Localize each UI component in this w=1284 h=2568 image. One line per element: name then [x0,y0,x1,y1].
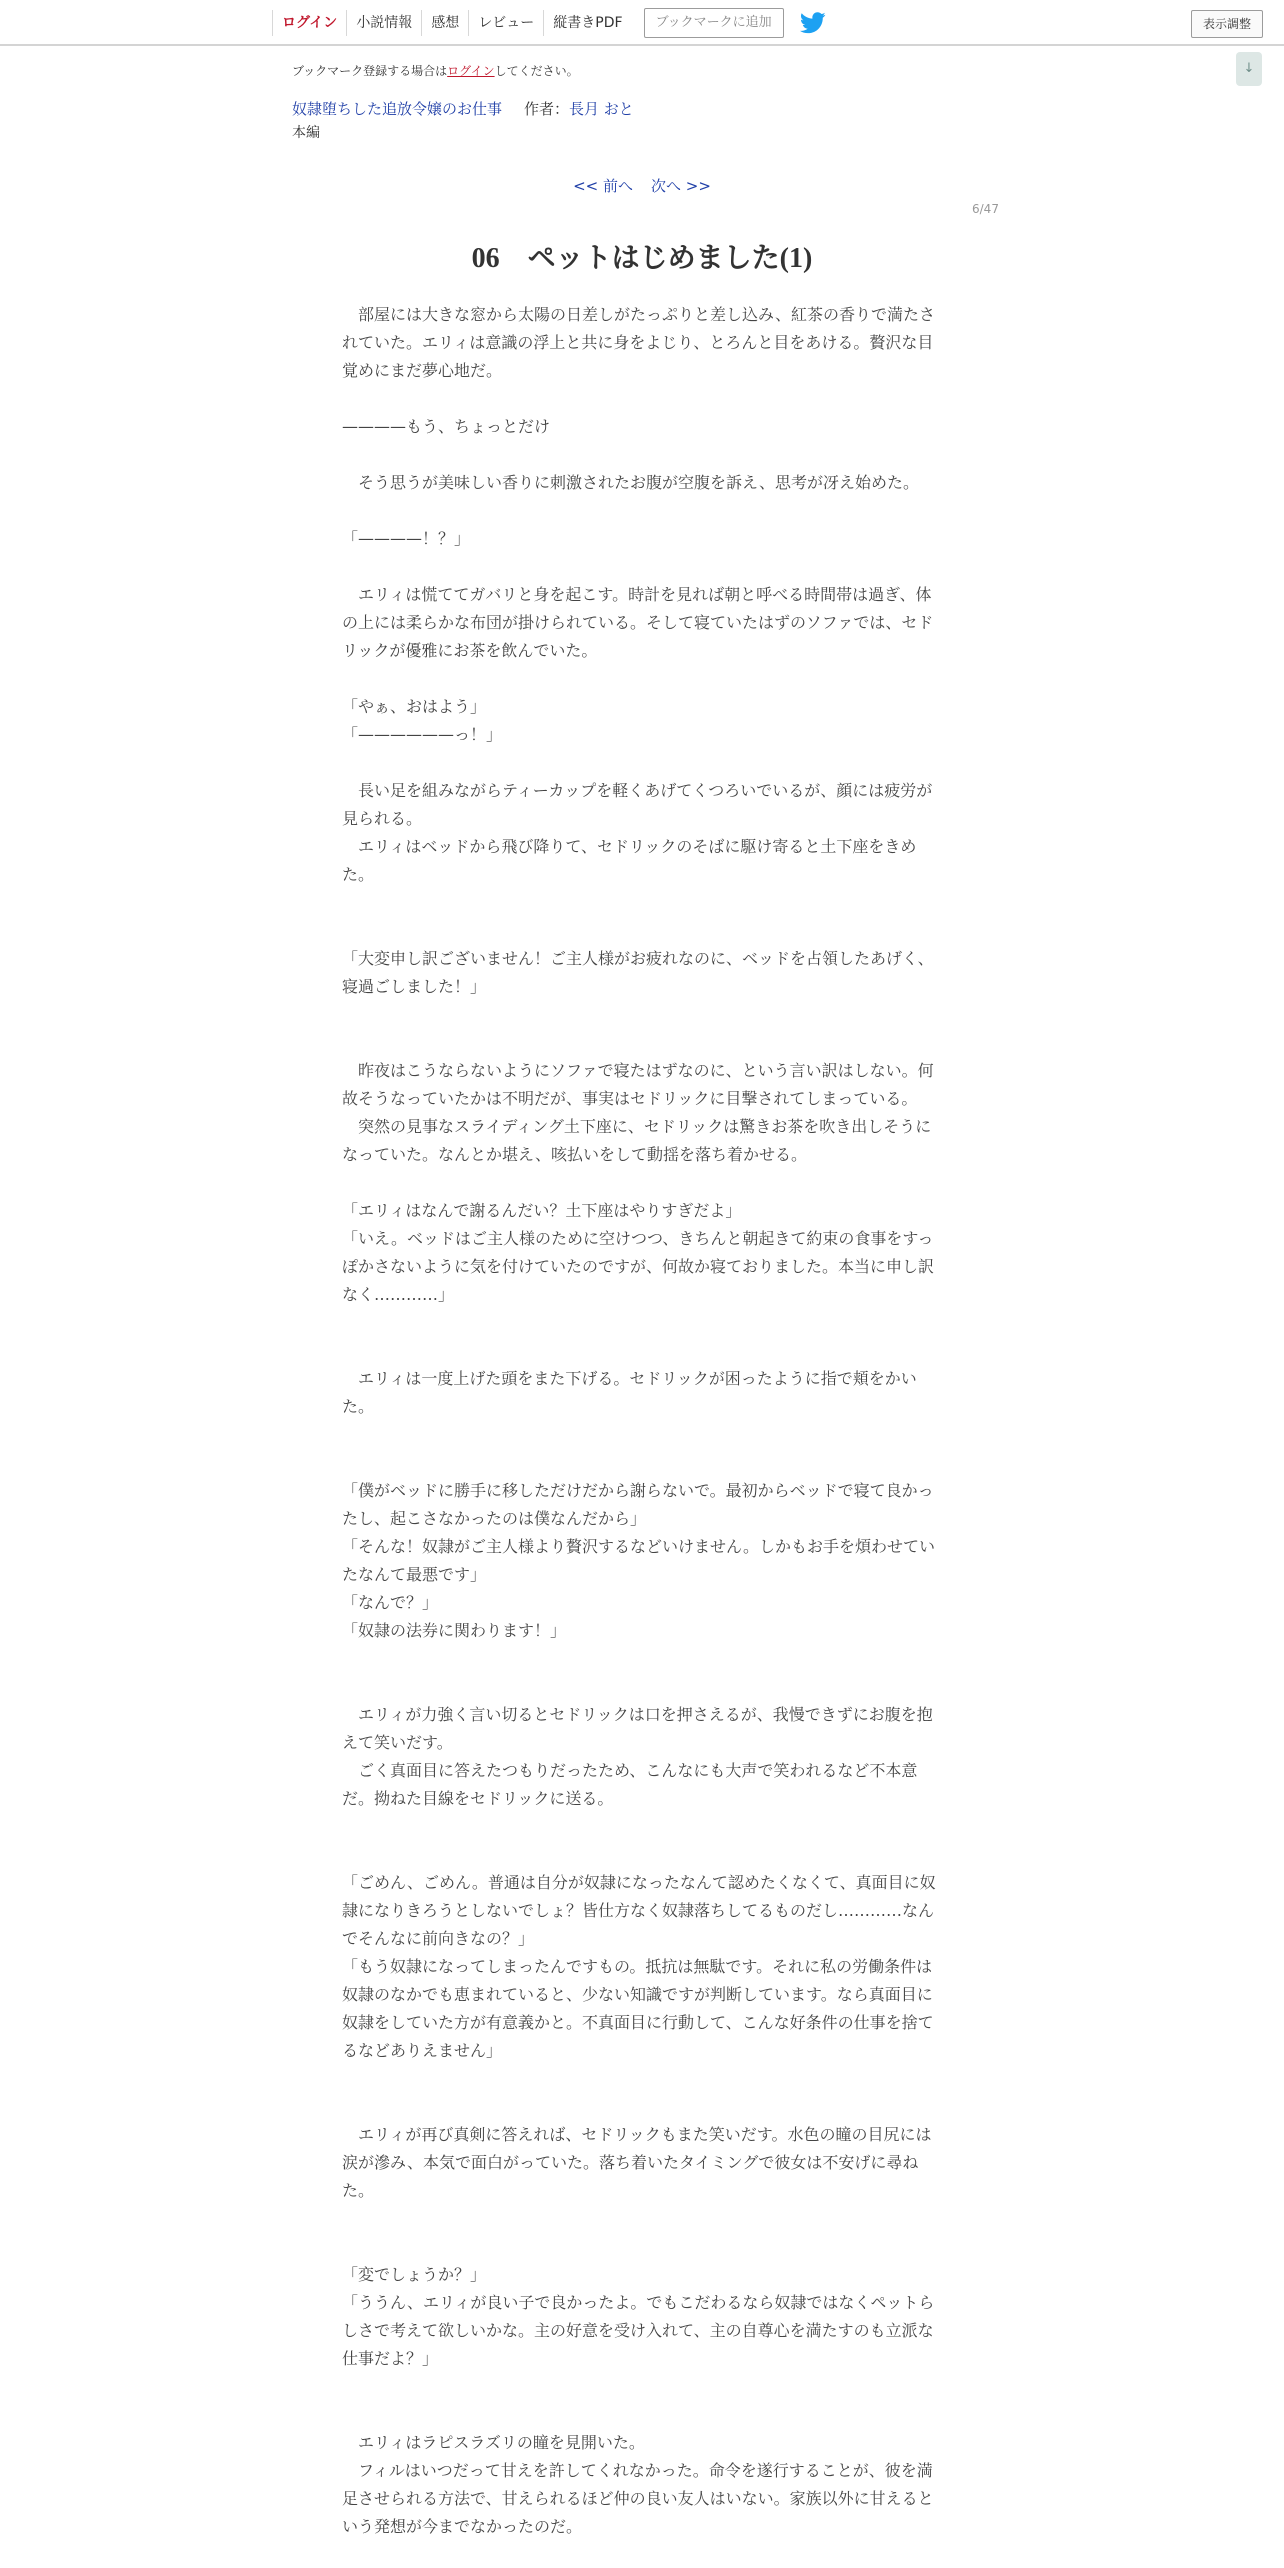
novel-paragraph: 「変でしょうか？」 [342,2265,487,2284]
novel-paragraph [342,1421,942,1449]
notice-text-before: ブックマーク登録する場合は [292,64,448,78]
novel-paragraph [342,1645,942,1673]
novel-paragraph: エリィが力強く言い切るとセドリックは口を押さえるが、我慢できずにお腹を抱えて笑いだす。 [342,1705,933,1752]
novel-paragraph: そう思うが美味しい香りに刺激されたお腹が空腹を訴え、思考が冴え始めた。 [342,473,919,492]
author-label: 作者： [524,100,570,118]
novel-paragraph: 「——————っ！」 [342,725,503,744]
novel-paragraph: ごく真面目に答えたつもりだったため、こんなにも大声で笑われるなど不本意だ。拗ねた目線をセドリックに送る。 [342,1761,918,1808]
novel-paragraph [342,1309,942,1337]
nav-novel-info-link[interactable]: 小説情報 [346,10,421,36]
novel-paragraph [342,1337,942,1365]
section-name: 本編 [292,125,320,141]
novel-title-link[interactable]: 奴隷堕ちした追放令嬢のお仕事 [292,100,503,118]
novel-paragraph: 「————！？」 [342,529,471,548]
page-number: 6/47 [972,202,999,216]
novel-paragraph: エリィはベッドから飛び降りて、セドリックのそばに駆け寄ると土下座をきめた。 [342,837,917,884]
novel-paragraph [342,553,942,581]
novel-paragraph: エリィはラピスラズリの瞳を見開いた。 [342,2433,645,2452]
prev-chapter-link[interactable]: << 前へ [573,177,633,195]
novel-paragraph [342,2205,942,2233]
novel-paragraph: 突然の見事なスライディング土下座に、セドリックは驚きお茶を吹き出しそうになっていた。なんとか堪え、咳払いをして動揺を落ち着かせる。 [342,1117,932,1164]
novel-paragraph [342,917,942,945]
novel-paragraph [342,2373,942,2401]
novel-paragraph: 「ううん、エリィが良い子で良かったよ。でもこだわるなら奴隷ではなくペットらしさで考えて欲しいかな。主の好意を受け入れて、主の自尊心を満たすのも立派な仕事だよ？」 [342,2293,935,2368]
novel-paragraph [342,497,942,525]
novel-paragraph: 「やぁ、おはよう」 [342,697,487,716]
novel-paragraph: 「エリィはなんで謝るんだい？土下座はやりすぎだよ」 [342,1201,742,1220]
novel-paragraph [342,889,942,917]
twitter-bird-icon[interactable] [800,12,826,34]
novel-paragraph: 「ごめん、ごめん。普通は自分が奴隷になったなんて認めたくなくて、真面目に奴隷になりきろうとしないでしょ？皆仕方なく奴隷落ちしてるものだし…………なんでそんなに前向きなの？」 [342,1873,936,1948]
novel-paragraph [342,1673,942,1701]
novel-body [342,301,942,2541]
novel-paragraph [342,385,942,413]
novel-paragraph: フィルはいつだって甘えを許してくれなかった。命令を遂行することが、彼を満足させられる方法で、甘えられるほど仲の良い友人はいない。家族以外に甘えるという発想が今までなかったのだ。 [342,2461,934,2536]
scroll-down-button[interactable]: ↓ [1236,52,1262,86]
chapter-title: 06 ペットはじめました(1) [471,243,813,274]
novel-paragraph [342,441,942,469]
novel-paragraph [342,1449,942,1477]
novel-paragraph: 「なんで？」 [342,1593,439,1612]
novel-paragraph: ————もう、ちょっとだけ [342,417,551,436]
novel-paragraph [342,2065,942,2093]
novel-paragraph: エリィは慌ててガバリと身を起こす。時計を見れば朝と呼べる時間帯は過ぎ、体の上には柔らかな布団が掛けられている。そして寝ていたはずのソファでは、セドリックが優雅にお茶を飲んでいた。 [342,585,934,660]
nav-login-link[interactable]: ログイン [272,10,346,36]
novel-paragraph: 「いえ。ベッドはご主人様のために空けつつ、きちんと朝起きて約束の食事をすっぽかさないように気を付けていたのですが、何故か寝ておりました。本当に申し訳なく…………」 [342,1229,935,1304]
work-info [292,98,634,119]
display-settings-button[interactable]: 表示調整 [1191,10,1263,38]
novel-paragraph [342,2233,942,2261]
novel-paragraph [342,1029,942,1057]
novel-paragraph: 長い足を組みながらティーカップを軽くあげてくつろいでいるが、顔には疲労が見られる。 [342,781,933,828]
nav-review-link[interactable]: レビュー [468,10,543,36]
novel-paragraph: 「大変申し訳ございません！ご主人様がお疲れなのに、ベッドを占領したあげく、寝過ごしました！」 [342,949,934,996]
global-nav [272,0,826,46]
novel-paragraph: 昨夜はこうならないようにソファで寝たはずなのに、という言い訳はしない。何故そうなっていたかは不明だが、事実はセドリックに目撃されてしまっている。 [342,1061,934,1108]
novel-paragraph [342,749,942,777]
novel-paragraph: 「そんな！奴隷がご主人様より贅沢するなどいけません。しかもお手を煩わせていたなんて最悪です」 [342,1537,935,1584]
nav-impressions-link[interactable]: 感想 [421,10,468,36]
novel-paragraph: エリィが再び真剣に答えれば、セドリックもまた笑いだす。水色の瞳の目尻には涙が滲み、本気で面白がっていた。落ち着いたタイミングで彼女は不安げに尋ねた。 [342,2125,932,2200]
chapter-pager [0,175,1284,196]
novel-paragraph [342,1001,942,1029]
novel-paragraph [342,2401,942,2429]
novel-paragraph [342,665,942,693]
novel-paragraph [342,1813,942,1841]
novel-paragraph [342,1169,942,1197]
novel-paragraph: 「僕がベッドに勝手に移しただけだから謝らないで。最初からベッドで寝て良かったし、起こさなかったのは僕なんだから」 [342,1481,934,1528]
add-bookmark-button[interactable]: ブックマークに追加 [644,8,784,38]
novel-paragraph: 部屋には大きな窓から太陽の日差しがたっぷりと差し込み、紅茶の香りで満たされていた。エリィは意識の浮上と共に身をよじり、とろんと目をあける。贅沢な目覚めにまだ夢心地だ。 [342,305,935,380]
next-chapter-link[interactable]: 次へ >> [651,177,711,195]
novel-paragraph [342,1841,942,1869]
notice-text-after: してください。 [494,64,579,78]
top-navigation-bar [0,0,1284,46]
bookmark-login-notice [292,62,579,79]
novel-paragraph: 「もう奴隷になってしまったんですもの。抵抗は無駄です。それに私の労働条件は奴隷のなかでも恵まれていると、少ない知識ですが判断しています。なら真面目に奴隷をしていた方が有意義かと。不真面目に行動して、こんな好条件の仕事を捨てるなどありえません」 [342,1957,934,2060]
novel-paragraph [342,2093,942,2121]
novel-paragraph: 「奴隷の法券に関わります！」 [342,1621,567,1640]
author-link[interactable]: 長月 おと [569,100,634,118]
nav-vertical-pdf-link[interactable]: 縦書きPDF [543,10,631,36]
notice-login-link[interactable]: ログイン [447,64,495,78]
novel-paragraph: エリィは一度上げた頭をまた下げる。セドリックが困ったように指で頬をかいた。 [342,1369,917,1416]
